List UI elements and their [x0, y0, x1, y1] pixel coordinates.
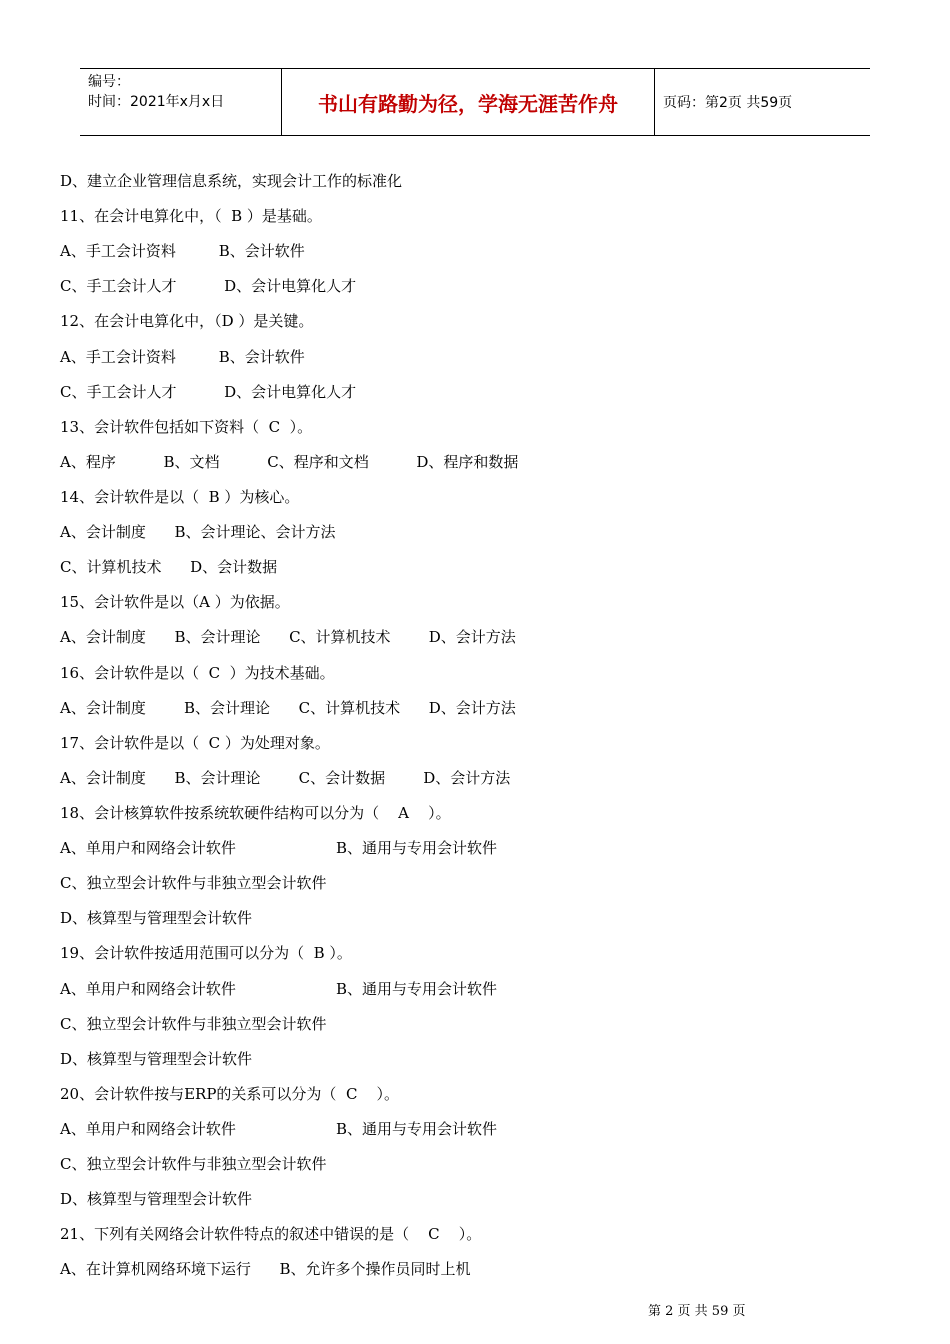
- content-line: 18、会计核算软件按系统软硬件结构可以分为（ A ）。: [60, 803, 451, 822]
- content-line: 12、在会计电算化中，（D ）是关键。: [60, 312, 314, 331]
- content-line: A、会计制度 B、会计理论 C、计算机技术 D、会计方法: [60, 698, 516, 717]
- content-line: 13、会计软件包括如下资料（ C ）。: [60, 417, 313, 436]
- page-header: [80, 68, 870, 136]
- content-line: D、核算型与管理型会计软件: [60, 1190, 253, 1209]
- content-line: D、核算型与管理型会计软件: [60, 1049, 253, 1068]
- content-line: A、在计算机网络环境下运行 B、允许多个操作员同时上机: [60, 1260, 471, 1279]
- header-page-code: 页码：第2页 共59页: [663, 95, 793, 111]
- content-line: C、计算机技术 D、会计数据: [60, 558, 278, 577]
- content-line: 14、会计软件是以（ B ）为核心。: [60, 487, 300, 506]
- content-line: A、手工会计资料 B、会计软件: [60, 347, 305, 366]
- content-line: D、建立企业管理信息系统，实现会计工作的标准化: [60, 172, 403, 190]
- content-line: 16、会计软件是以（ C ）为技术基础。: [60, 663, 335, 682]
- content-line: 17、会计软件是以（ C ）为处理对象。: [60, 733, 330, 752]
- content-line: C、手工会计人才 D、会计电算化人才: [60, 277, 357, 296]
- header-left-cell: [80, 69, 282, 135]
- header-middle-cell: [282, 69, 655, 135]
- content-line: 20、会计软件按与ERP的关系可以分为（ C ）。: [60, 1084, 400, 1103]
- content-line: A、会计制度 B、会计理论 C、会计数据 D、会计方法: [60, 768, 511, 787]
- document-number-label: 编号：: [88, 74, 130, 90]
- content-line: A、会计制度 B、会计理论、会计方法: [60, 523, 336, 542]
- content-line: A、会计制度 B、会计理论 C、计算机技术 D、会计方法: [60, 628, 516, 647]
- content-line: A、手工会计资料 B、会计软件: [60, 242, 305, 261]
- question-content: [60, 164, 880, 1288]
- content-line: 19、会计软件按适用范围可以分为（ B ）。: [60, 944, 352, 963]
- content-line: 11、在会计电算化中，（ B ）是基础。: [60, 207, 322, 226]
- header-right-cell: [655, 69, 870, 135]
- header-motto: 书山有路勤为径，学海无涯苦作舟: [318, 91, 618, 116]
- content-line: C、独立型会计软件与非独立型会计软件: [60, 1155, 327, 1174]
- content-line: C、手工会计人才 D、会计电算化人才: [60, 382, 357, 401]
- content-line: 21、下列有关网络会计软件特点的叙述中错误的是（ C ）。: [60, 1225, 482, 1244]
- content-line: 15、会计软件是以（A ）为依据。: [60, 593, 290, 612]
- document-date: 时间：2021年x月x日: [88, 94, 225, 110]
- page-footer: 第 2 页 共 59 页: [648, 1304, 746, 1319]
- content-line: A、单用户和网络会计软件 B、通用与专用会计软件: [60, 839, 497, 858]
- content-line: A、单用户和网络会计软件 B、通用与专用会计软件: [60, 979, 497, 998]
- content-line: A、程序 B、文档 C、程序和文档 D、程序和数据: [60, 452, 519, 471]
- content-line: D、核算型与管理型会计软件: [60, 909, 253, 928]
- content-line: C、独立型会计软件与非独立型会计软件: [60, 874, 327, 893]
- content-line: C、独立型会计软件与非独立型会计软件: [60, 1014, 327, 1033]
- content-line: A、单用户和网络会计软件 B、通用与专用会计软件: [60, 1119, 497, 1138]
